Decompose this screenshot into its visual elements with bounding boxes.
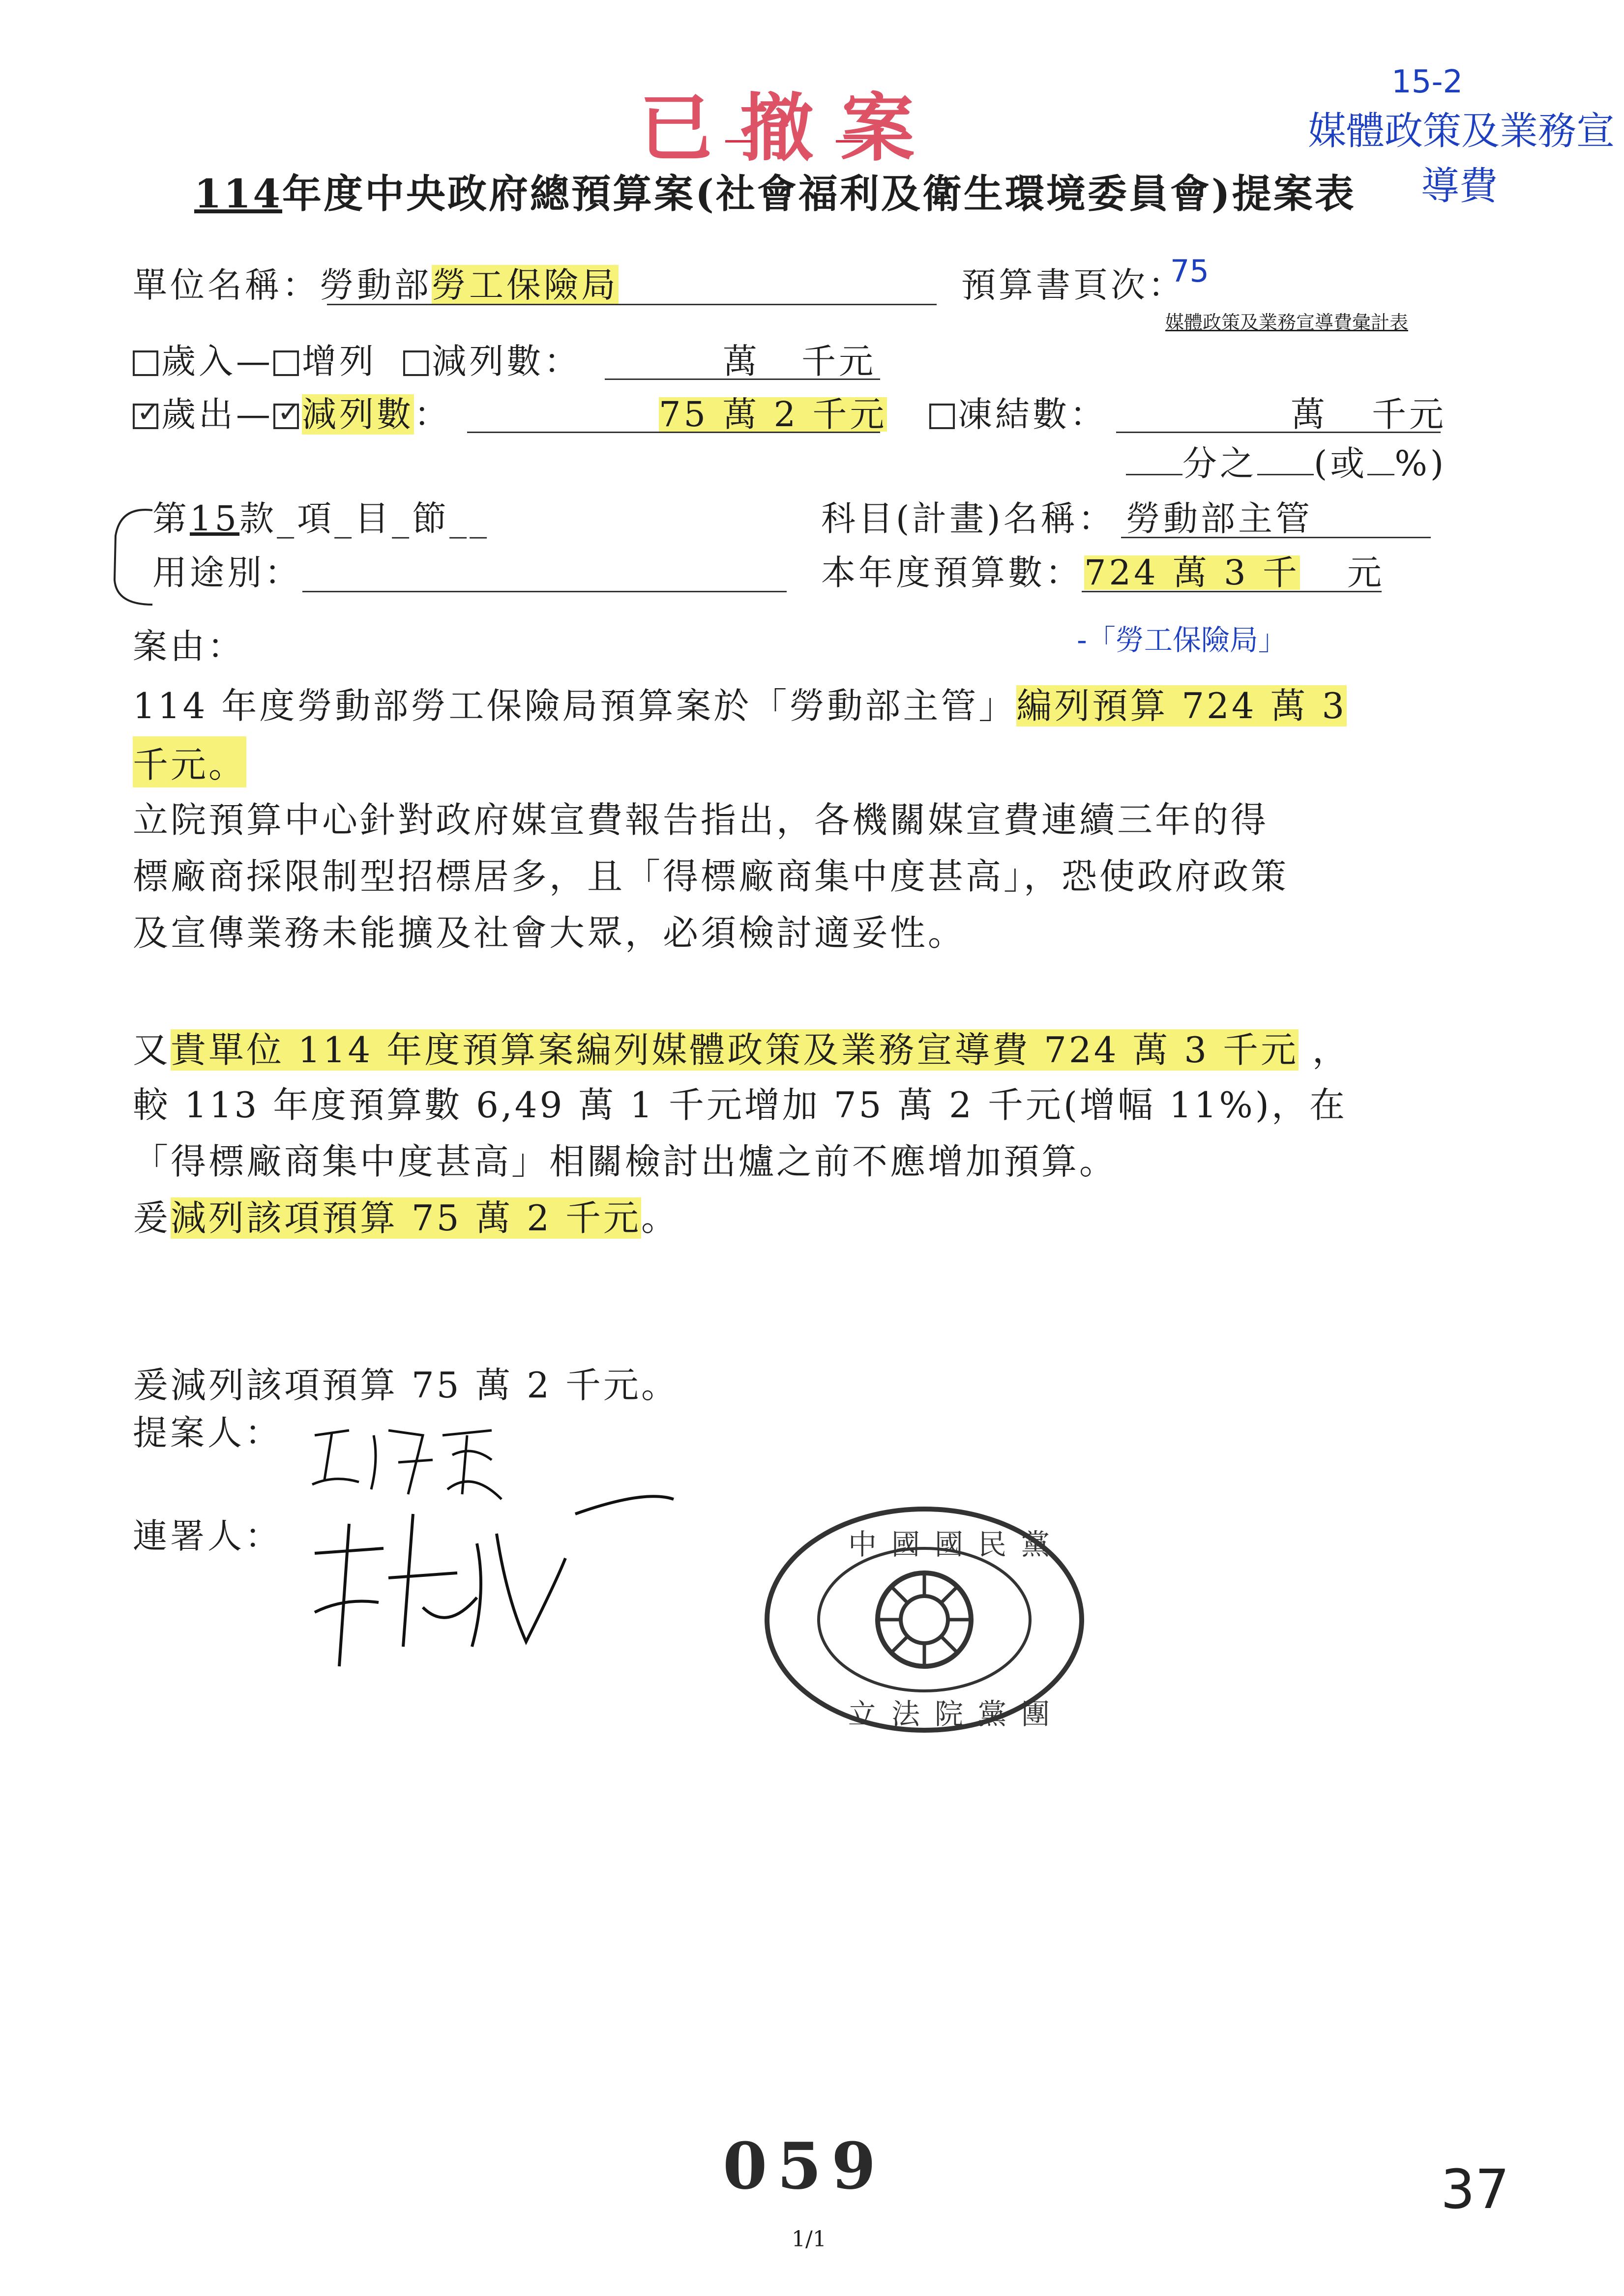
subject-value: 勞動部主管 <box>1126 498 1313 539</box>
case-paragraph-3b: 較 113 年度預算數 6,49 萬 1 千元增加 75 萬 2 千元(增幅 11%)，在 <box>133 1084 1347 1126</box>
revenue-checkbox[interactable] <box>133 350 158 376</box>
corner-handwritten-number: 37 <box>1441 2158 1509 2221</box>
freeze-wan: 萬 <box>1291 394 1328 435</box>
revenue-increase-checkbox[interactable] <box>273 350 299 376</box>
withdrawn-stamp: 已撤案 <box>639 85 942 172</box>
page-number: 059 <box>723 2128 886 2204</box>
seal-top-text: 中國國民黨 <box>848 1528 1065 1561</box>
case-paragraph-2c: 及宣傳業務未能擴及社會大眾，必須檢討適妥性。 <box>133 912 966 954</box>
freeze-checkbox[interactable] <box>929 404 955 429</box>
cosigner-signature <box>300 1484 683 1691</box>
handwritten-insert-note: -「勞工保險局」 <box>1077 623 1287 657</box>
case-paragraph-1a: 114 年度勞動部勞工保險局預算案於「勞動部主管」編列預算 724 萬 3 <box>133 685 1347 727</box>
freeze-row: 凍結數： <box>929 397 1107 432</box>
usage-label: 用途別： <box>152 552 302 593</box>
case-paragraph-3a: 又貴單位 114 年度預算案編列媒體政策及業務宣導費 724 萬 3 千元 ， <box>133 1029 1350 1071</box>
case-paragraph-2a: 立院預算中心針對政府媒宣費報告指出，各機關媒宣費連續三年的得 <box>133 799 1269 841</box>
revenue-decrease-checkbox[interactable] <box>403 350 429 376</box>
expense-row: ✓歲出—✓ 減列數： <box>133 397 451 432</box>
expense-decrease-checkbox[interactable] <box>273 404 299 429</box>
page-ref-sub: 媒體政策及業務宣導費彙計表 <box>1165 312 1409 333</box>
budget-value: 724 萬 3 千 <box>1084 552 1300 593</box>
subject-label: 科目(計畫)名稱： <box>821 498 1116 539</box>
case-paragraph-1b: 千元。 <box>133 736 246 787</box>
case-paragraph-3d: 爰減列該項預算 75 萬 2 千元。 <box>133 1197 679 1239</box>
revenue-wan: 萬 <box>723 341 760 381</box>
hand-bracket <box>106 506 160 610</box>
unit-name-row: 單位名稱：勞動部勞工保險局 <box>133 265 619 305</box>
budget-yuan: 元 <box>1347 552 1385 593</box>
case-conclusion: 爰減列該項預算 75 萬 2 千元。 <box>133 1365 679 1406</box>
page-fraction: 1/1 <box>792 2227 827 2252</box>
case-label: 案由： <box>133 626 245 667</box>
section-row: 第15款_項_目_節__ <box>152 498 490 539</box>
expense-checkbox[interactable] <box>133 404 158 429</box>
party-caucus-seal <box>760 1502 1089 1738</box>
freeze-fraction-row: 分之 (或 %) <box>1126 446 1447 481</box>
cosigner-label: 連署人： <box>133 1516 282 1556</box>
form-title: 114年度中央政府總預算案(社會福利及衛生環境委員會)提案表 <box>194 171 1356 217</box>
revenue-qianyuan: 千元 <box>801 341 876 381</box>
handwritten-item-note: 15-2 媒體政策及業務宣 導費 <box>1308 64 1615 208</box>
case-paragraph-2b: 標廠商採限制型招標居多，且「得標廠商集中度甚高」，恐使政府政策 <box>133 856 1289 897</box>
revenue-row: 歲入— 增列 減列數： <box>133 344 581 378</box>
page-ref-value: 75 <box>1170 253 1209 289</box>
case-paragraph-3c: 「得標廠商集中度甚高」相關檢討出爐之前不應增加預算。 <box>133 1141 1118 1182</box>
proposer-label: 提案人： <box>133 1413 282 1453</box>
expense-amount: 75 萬 2 千元 <box>659 394 887 435</box>
page-ref-label: 預算書頁次： <box>961 265 1185 305</box>
budget-label: 本年度預算數： <box>821 552 1083 593</box>
seal-bottom-text: 立法院黨團 <box>848 1697 1065 1731</box>
freeze-qianyuan: 千元 <box>1372 394 1447 435</box>
